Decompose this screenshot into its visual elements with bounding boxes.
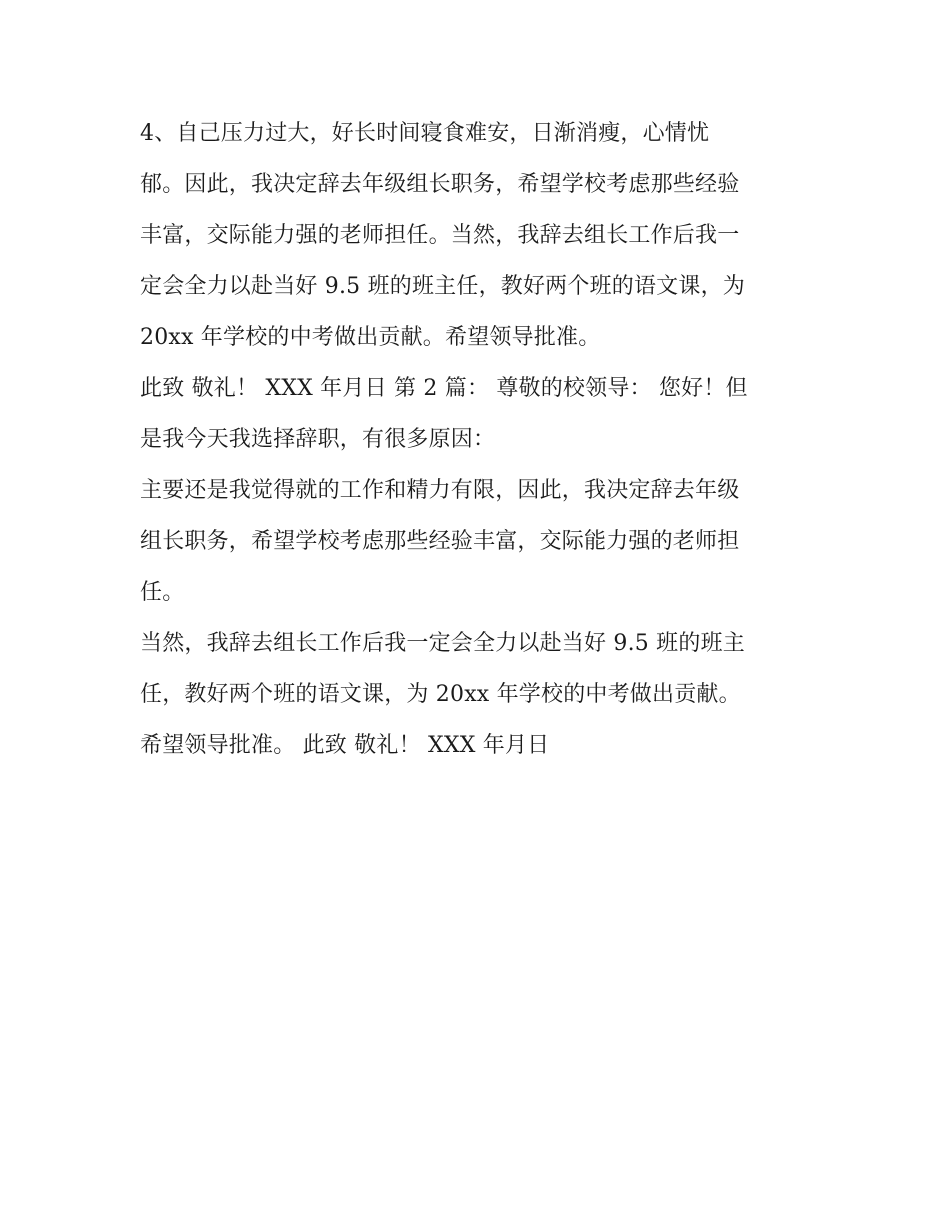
text-line: 任。	[140, 580, 185, 605]
text-line: 任，教好两个班的语文课，为 20xx 年学校的中考做出贡献。	[140, 682, 741, 707]
text-line: 希望领导批准。 此致 敬礼！ XXX 年月日	[140, 733, 550, 758]
text-line: 20xx 年学校的中考做出贡献。希望领导批准。	[140, 325, 601, 350]
text-line: 4、自己压力过大，好长时间寝食难安，日渐消瘦，心情忧	[140, 121, 710, 146]
text-line: 组长职务，希望学校考虑那些经验丰富，交际能力强的老师担	[140, 529, 740, 554]
text-line: 丰富，交际能力强的老师担任。当然，我辞去组长工作后我一	[140, 223, 740, 248]
text-line: 主要还是我觉得就的工作和精力有限，因此，我决定辞去年级	[140, 478, 740, 503]
text-line: 此致 敬礼！ XXX 年月日 第 2 篇： 尊敬的校领导： 您好！但	[140, 376, 748, 401]
text-line: 郁。因此，我决定辞去年级组长职务，希望学校考虑那些经验	[140, 172, 740, 197]
document-body	[140, 108, 820, 771]
text-line: 定会全力以赴当好 9.5 班的班主任，教好两个班的语文课，为	[140, 274, 745, 299]
text-line: 当然，我辞去组长工作后我一定会全力以赴当好 9.5 班的班主	[140, 631, 745, 656]
text-line: 是我今天我选择辞职，有很多原因：	[140, 427, 496, 452]
